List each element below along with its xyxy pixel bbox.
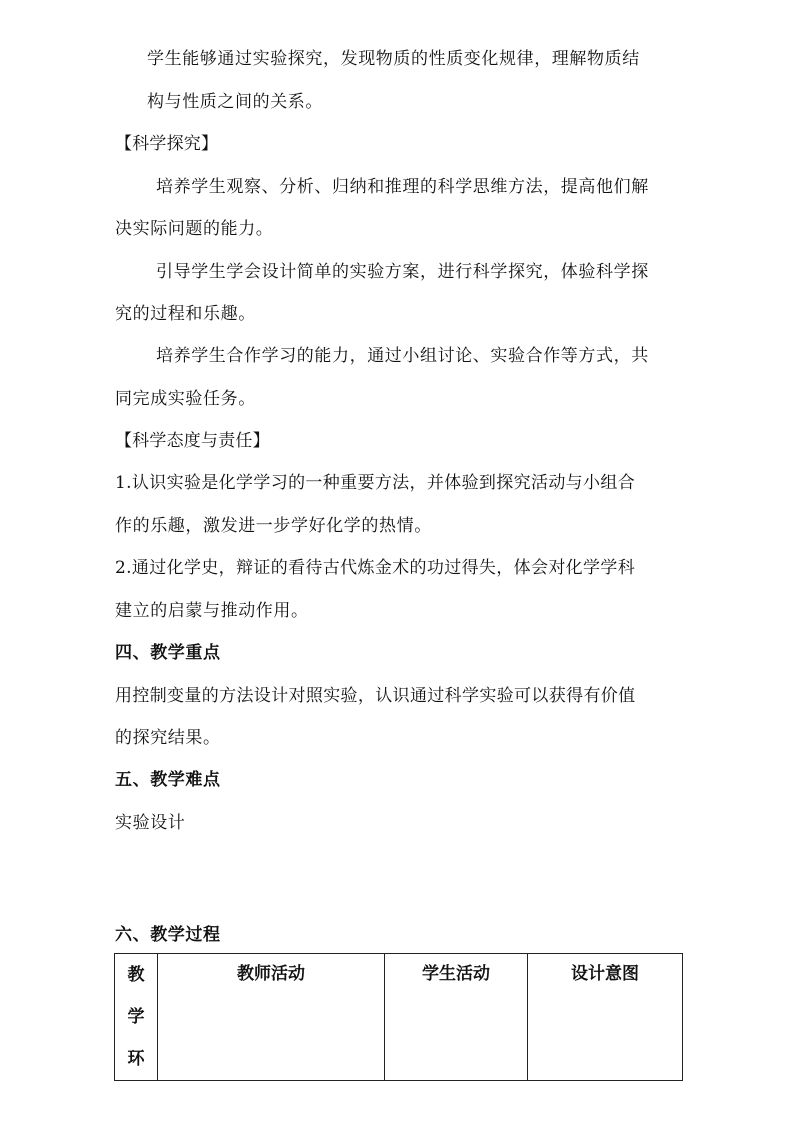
key-points-line-1: 用控制变量的方法设计对照实验，认识通过科学实验可以获得有价值 — [115, 686, 636, 706]
section-title-scientific-inquiry: 【科学探究】 — [115, 134, 219, 154]
paragraph-goal-line-2: 构与性质之间的关系。 — [147, 92, 323, 112]
paragraph-inquiry-3-line-1: 培养学生合作学习的能力，通过小组讨论、实验合作等方式，共 — [156, 346, 649, 366]
teacher-activity-label: 教师活动 — [237, 964, 305, 984]
stage-header-char: 学 — [127, 1007, 145, 1027]
key-points-line-2: 的探究结果。 — [115, 728, 221, 748]
table-header-row — [115, 954, 683, 1081]
stage-header-char: 教 — [127, 965, 145, 985]
stage-header-char: 环 — [127, 1049, 145, 1069]
section-title-attitude: 【科学态度与责任】 — [115, 431, 270, 451]
heading-difficulties: 五、教学难点 — [115, 770, 221, 790]
paragraph-inquiry-3-line-2: 同完成实验任务。 — [115, 389, 256, 409]
student-activity-label: 学生活动 — [422, 964, 490, 984]
table-header-teacher-activity — [158, 954, 385, 1081]
paragraph-inquiry-2-line-2: 究的过程和乐趣。 — [115, 304, 256, 324]
list-item-2-line-1: 2.通过化学史，辩证的看待古代炼金术的功过得失，体会对化学学科 — [115, 558, 636, 578]
design-intent-label: 设计意图 — [571, 964, 639, 984]
table-header-stage — [115, 954, 158, 1081]
paragraph-inquiry-1-line-1: 培养学生观察、分析、归纳和推理的科学思维方法，提高他们解 — [156, 177, 649, 197]
heading-process: 六、教学过程 — [115, 925, 221, 945]
list-item-2-line-2: 建立的启蒙与推动作用。 — [115, 601, 309, 621]
heading-key-points: 四、教学重点 — [115, 643, 221, 663]
paragraph-inquiry-1-line-2: 决实际问题的能力。 — [115, 219, 274, 239]
teaching-process-table — [114, 953, 683, 1081]
list-item-1-line-2: 作的乐趣，激发进一步学好化学的热情。 — [115, 516, 432, 536]
table-header-student-activity — [385, 954, 528, 1081]
list-item-1-line-1: 1.认识实验是化学学习的一种重要方法，并体验到探究活动与小组合 — [115, 473, 636, 493]
paragraph-goal-line-1: 学生能够通过实验探究，发现物质的性质变化规律，理解物质结 — [147, 49, 640, 69]
paragraph-inquiry-2-line-1: 引导学生学会设计简单的实验方案，进行科学探究，体验科学探 — [156, 262, 649, 282]
table-header-design-intent — [528, 954, 683, 1081]
difficulties-text: 实验设计 — [115, 813, 186, 833]
